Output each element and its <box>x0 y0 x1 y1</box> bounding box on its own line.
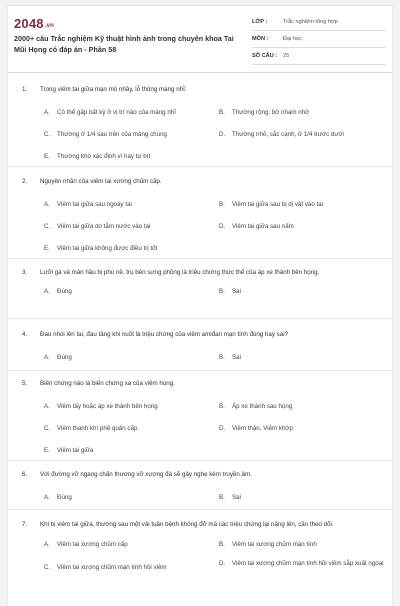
meta-subject-row <box>252 31 386 48</box>
answer-option[interactable]: B. Sai <box>219 494 241 501</box>
answer-option[interactable]: C. Viêm thanh khí phế quản cấp <box>44 425 138 432</box>
answer-option[interactable]: B. Viêm tai xương chũm mạn tính <box>219 541 317 548</box>
answer-option[interactable]: A. Đúng <box>44 494 72 501</box>
question-divider <box>8 166 392 167</box>
question-text: 3. Lưỡi gà và màn hầu bị phù nề, trụ bên sưng phồng là triệu chứng thực thể của áp xe thành bên họng. <box>22 269 320 276</box>
answer-option[interactable]: D. Thường nhỏ, sắc cạnh, ở 1/4 trước dưới <box>219 131 344 138</box>
answer-option[interactable]: E. Viêm tai giữa không được điều trị tốt <box>44 245 158 252</box>
question-text: 2. Nguyên nhân của viêm tai xương chũm cấp. <box>22 178 162 185</box>
document-page <box>8 6 392 606</box>
question-7 <box>16 519 384 571</box>
question-number: 5. <box>22 380 28 387</box>
question-6 <box>16 469 384 501</box>
answer-option[interactable]: D. Viêm thận, Viêm khớp <box>219 425 293 432</box>
question-number: 2. <box>22 178 28 185</box>
answer-option[interactable]: A. Viêm tấy hoặc áp xe thành bên họng <box>44 403 158 410</box>
question-1 <box>16 84 384 160</box>
question-text: 1. Trong viêm tai giữa mạn mủ nhầy, lỗ thủng màng nhĩ: <box>22 86 187 93</box>
answer-option[interactable]: D. Viêm tai giữa sau nấm <box>219 223 294 230</box>
question-divider <box>8 370 392 371</box>
answer-option[interactable]: C. Viêm tai giữa do tắm nước vào tai <box>44 223 151 230</box>
meta-class-row <box>252 14 386 31</box>
question-divider <box>8 318 392 319</box>
answer-option[interactable]: D. Viêm tai xương chũm mạn tính hồi viêm sắp xuất ngoại <box>219 560 384 567</box>
meta-count-label: SỐ CÂU : <box>252 53 278 59</box>
question-divider <box>8 509 392 510</box>
answer-option[interactable]: C. Thường ở 1/4 sau trên của màng chùng <box>44 131 167 138</box>
question-text: 5. Biến chứng nào là biến chứng xa của viêm họng. <box>22 380 175 387</box>
answer-option[interactable]: A. Viêm tai xương chũm cấp <box>44 541 128 548</box>
question-number: 7. <box>22 521 28 528</box>
meta-subject-label: MÔN : <box>252 36 269 42</box>
question-text: 4. Đau nhói lên tai, đau tăng khi nuốt là triệu chứng của viêm amiđan mạn tính đúng hay sai? <box>22 331 289 338</box>
meta-subject-value: Đại học <box>283 36 302 42</box>
answer-option[interactable]: B. Sai <box>219 354 241 361</box>
page-title: 2000+ câu Trắc nghiệm Kỹ thuật hình ảnh trong chuyên khoa Tai Mũi Họng có đáp án - Phần 58 <box>14 34 234 54</box>
question-divider <box>8 460 392 461</box>
document-header <box>8 6 392 68</box>
answer-option[interactable]: C. Viêm tai xương chũm mạn tính hồi viêm <box>44 564 167 571</box>
question-4 <box>16 329 384 361</box>
meta-count-value: 25 <box>283 53 290 59</box>
answer-option[interactable]: A. Viêm tai giữa sau ngoáy tai <box>44 201 132 208</box>
answer-option[interactable]: B. Áp xe thành sau họng <box>219 403 293 410</box>
meta-count-row <box>252 48 386 65</box>
answer-option[interactable]: B. Sai <box>219 288 241 295</box>
question-3 <box>16 267 384 295</box>
question-5 <box>16 378 384 454</box>
site-logo[interactable]: 2048.vn <box>14 16 55 31</box>
question-number: 1. <box>22 86 28 93</box>
answer-option[interactable]: A. Có thể gặp bất kỳ ở vị trí nào của màng nhĩ <box>44 109 176 116</box>
question-number: 4. <box>22 331 28 338</box>
question-number: 3. <box>22 269 28 276</box>
answer-option[interactable]: E. Thường khó xác định vì hay tự bít <box>44 153 151 160</box>
question-divider <box>8 258 392 259</box>
answer-option[interactable]: A. Đúng <box>44 354 72 361</box>
question-number: 6. <box>22 471 28 478</box>
answer-option[interactable]: E. Viêm tai giữa <box>44 447 94 454</box>
answer-option[interactable]: A. Đúng <box>44 288 72 295</box>
question-2 <box>16 176 384 252</box>
meta-class-label: LỚP : <box>252 19 268 25</box>
question-text: 6. Với đường vỡ ngang chấn thương vỡ xương đá sẽ gây nghe kém truyền âm. <box>22 471 252 478</box>
meta-class-value: Trắc nghiệm tổng hợp <box>283 19 338 25</box>
document-meta <box>252 14 386 65</box>
answer-option[interactable]: B. Thường rộng, bờ nham nhở <box>219 109 310 116</box>
question-text: 7. Khi bị viêm tai giữa, thường sau một vài tuần bệnh không đỡ mà các triệu chứng lại nặng lên, cần theo dõi. <box>22 521 334 528</box>
header-divider <box>8 72 392 73</box>
answer-option[interactable]: B. Viêm tai giữa sau bị dị vật vào tai <box>219 201 324 208</box>
